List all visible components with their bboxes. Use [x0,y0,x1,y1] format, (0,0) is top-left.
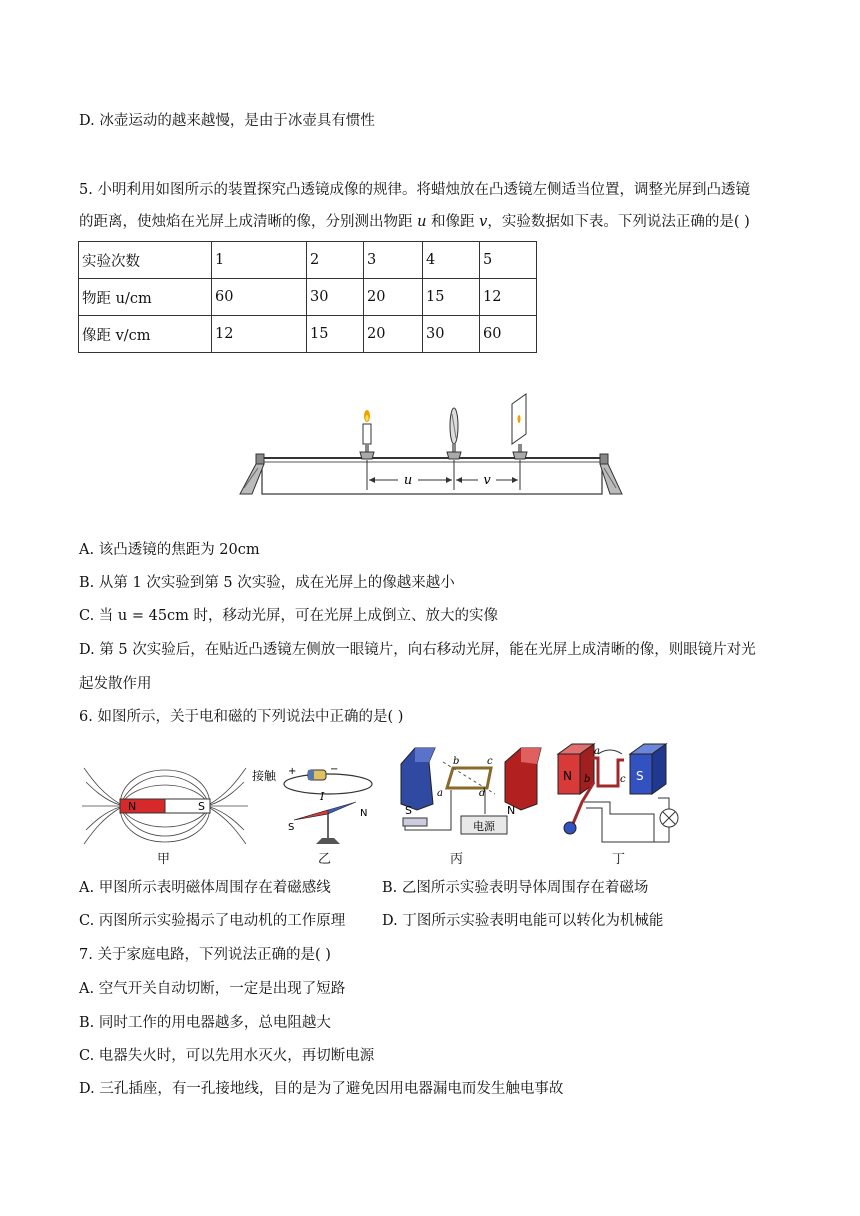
v-label: v [483,473,491,488]
bing-n-label: N [507,804,516,817]
table-row [79,242,537,279]
bing-s-label: S [405,804,412,817]
figure-yi-caption: 乙 [318,852,332,867]
ding-n-label: N [563,769,572,783]
q7-option-a: A. 空气开关自动切断，一定是出现了短路 [79,981,346,997]
table-cell: 20 [364,279,423,316]
figure-jia-caption: 甲 [157,852,171,867]
q6-stem: 6. 如图所示，关于电和磁的下列说法中正确的是( ) [79,709,404,725]
bing-d-label: d [479,788,486,799]
table-cell: 60 [480,316,537,353]
yi-plus-label: + [288,766,297,777]
q6-option-d: D. 丁图所示实验表明电能可以转化为机械能 [382,913,664,929]
q5-stem-u: u [417,214,427,230]
q6-option-b: B. 乙图所示实验表明导体周围存在着磁场 [382,880,649,896]
bing-a-label: a [437,788,443,799]
ding-a-label: a [594,746,600,757]
light-screen-icon [512,394,527,459]
table-cell: 4 [423,242,480,279]
q5-data-table [78,241,537,353]
candle-icon [360,410,374,459]
q5-stem-line1: 5. 小明利用如图所示的装置探究凸透镜成像的规律。将蜡烛放在凸透镜左侧适当位置，调整光屏到凸透镜 [79,182,750,198]
q5-stem-part-b: 和像距 [426,214,480,230]
table-cell: 12 [212,316,307,353]
q7-option-c: C. 电器失火时，可以先用水灭火，再切断电源 [79,1048,375,1064]
q7-option-d: D. 三孔插座，有一孔接地线，目的是为了避免因用电器漏电而发生触电事故 [79,1081,564,1097]
table-cell: 30 [307,279,364,316]
figure-ding-caption: 丁 [612,852,626,867]
bing-b-label: b [453,756,460,767]
rail-left-stand [240,454,264,494]
table-cell: 像距 v/cm [79,316,212,353]
figure-jia-bar-magnet [80,762,250,852]
table-cell: 12 [480,279,537,316]
table-row [79,316,537,353]
table-cell: 15 [307,316,364,353]
table-cell: 15 [423,279,480,316]
table-row [79,279,537,316]
table-cell: 3 [364,242,423,279]
bing-c-label: c [487,756,493,767]
q7-option-b: B. 同时工作的用电器越多，总电阻越大 [79,1015,331,1031]
bing-power-label: 电源 [473,820,495,833]
ding-s-label: S [636,769,644,783]
table-cell: 60 [212,279,307,316]
optical-bench-figure [236,392,626,498]
q5-option-a: A. 该凸透镜的焦距为 20cm [79,542,260,558]
jia-n-label: N [128,800,137,813]
ding-c-label: c [620,774,626,785]
table-cell: 1 [212,242,307,279]
q5-option-d-line1: D. 第 5 次实验后，在贴近凸透镜左侧放一眼镜片，向右移动光屏，能在光屏上成清晰的像，则眼镜片对光 [79,642,756,658]
jia-s-label: S [198,800,205,813]
q7-stem: 7. 关于家庭电路，下列说法正确的是( ) [79,947,331,963]
ding-b-label: b [584,774,591,785]
figure-ding-generator [554,742,694,846]
q5-option-d-line2: 起发散作用 [79,676,152,692]
q6-option-a: A. 甲图所示表明磁体周围存在着磁感线 [79,880,331,896]
q5-option-c: C. 当 u = 45cm 时，移动光屏，可在光屏上成倒立、放大的实像 [79,608,499,624]
q5-stem-line2 [79,212,750,232]
table-cell: 2 [307,242,364,279]
table-cell: 30 [423,316,480,353]
q4-option-d: D. 冰壶运动的越来越慢，是由于冰壶具有惯性 [79,113,375,129]
convex-lens-icon [447,408,461,459]
yi-n-label: N [360,808,368,819]
q5-option-b: B. 从第 1 次实验到第 5 次实验，成在光屏上的像越来越小 [79,575,455,591]
rail-right-stand [600,454,622,494]
yi-touch-label: 接触 [252,769,277,783]
q5-stem-part-c: ，实验数据如下表。下列说法正确的是( ) [487,214,750,230]
figure-yi-oersted [250,760,380,850]
yi-current-label: I [320,790,325,803]
table-cell: 实验次数 [79,242,212,279]
q5-stem-part-a: 的距离，使烛焰在光屏上成清晰的像，分别测出物距 [79,214,418,230]
yi-minus-label: − [330,764,339,775]
q6-option-c: C. 丙图所示实验揭示了电动机的工作原理 [79,913,346,929]
table-cell: 物距 u/cm [79,279,212,316]
table-cell: 5 [480,242,537,279]
figure-bing-motor [395,744,545,844]
u-label: u [403,473,413,488]
table-cell: 20 [364,316,423,353]
figure-bing-caption: 丙 [450,852,464,867]
yi-s-label: S [288,822,295,833]
q5-stem-v: v [479,214,488,230]
